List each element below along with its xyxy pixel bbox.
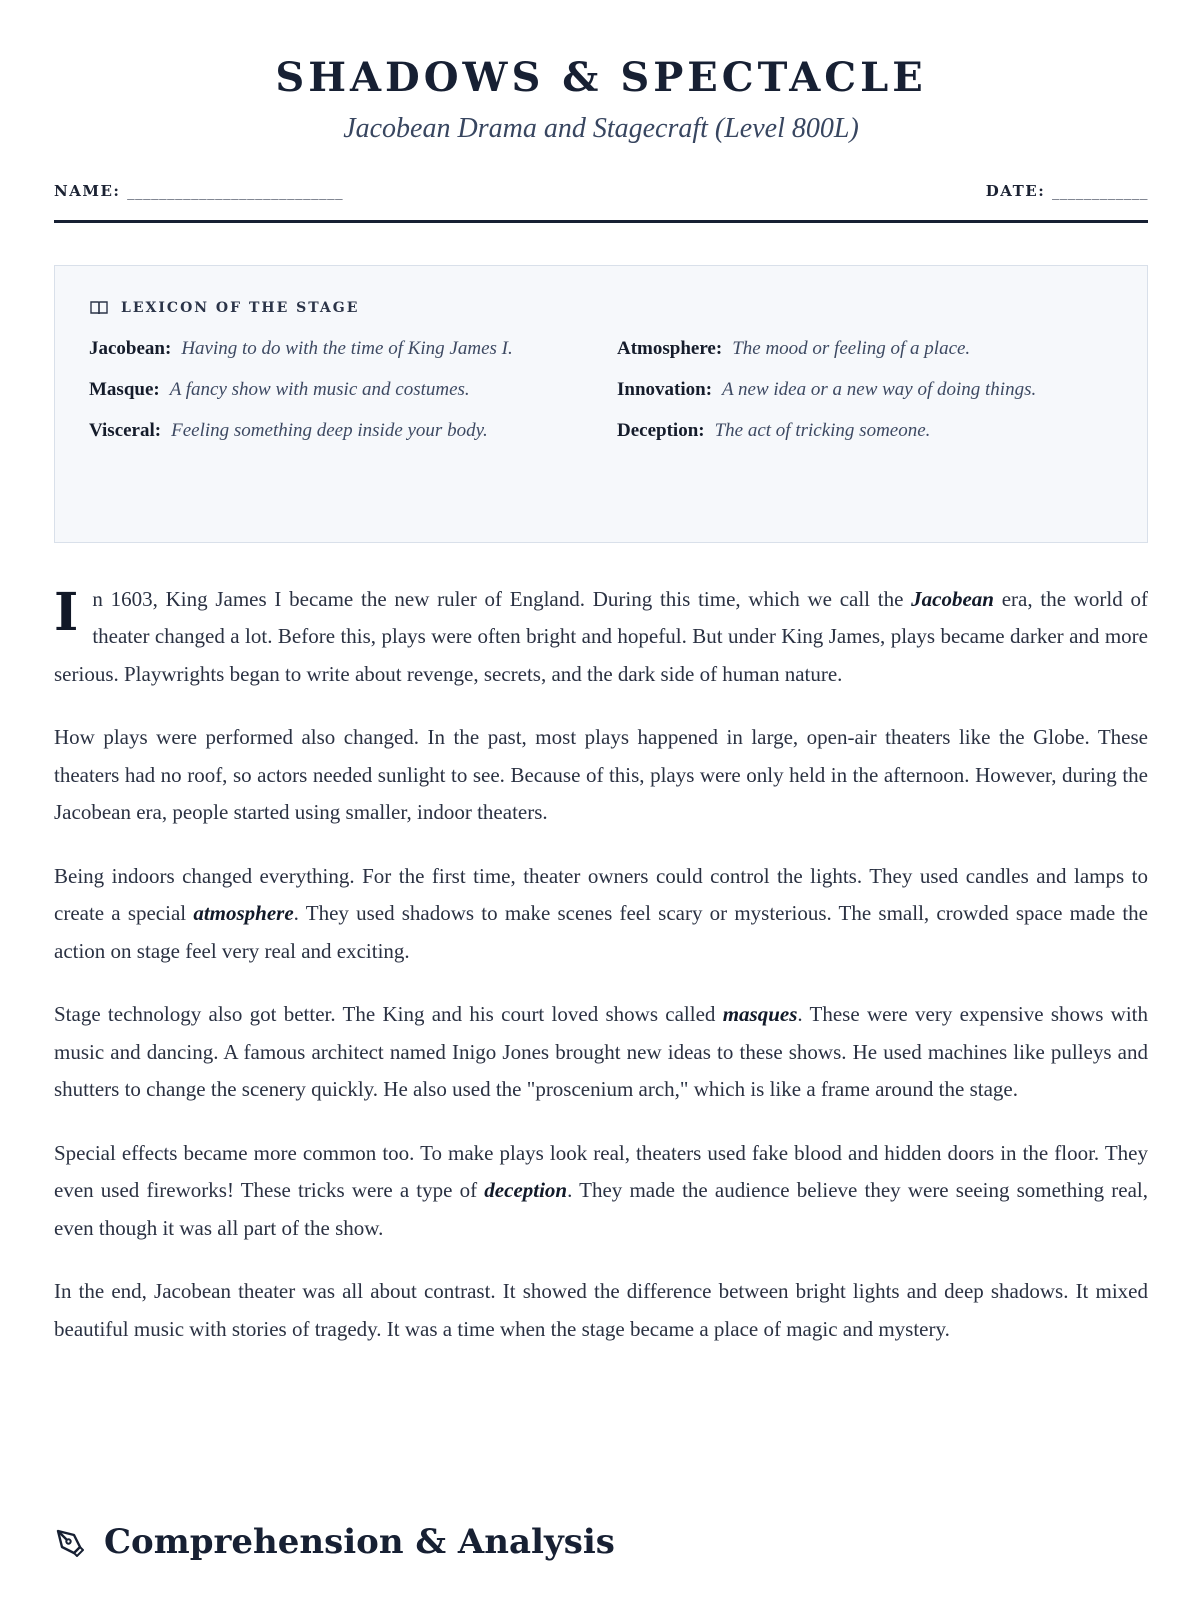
lexicon-definition: Feeling something deep inside your body. — [171, 419, 488, 441]
lexicon-item — [617, 377, 1087, 402]
lexicon-definition: The act of tricking someone. — [714, 419, 931, 441]
page-title: SHADOWS & SPECTACLE — [275, 54, 927, 101]
lexicon-item — [89, 336, 559, 361]
paragraph-2: How plays were performed also changed. In the past, most plays happened in large, open-air theaters like the Globe. These theaters had no roof, so actors needed sunlight to see. Because of this, plays were only held in the afternoon. However, during the Jacobean era, people started using smaller, indoor theaters. — [54, 725, 1148, 825]
paragraph-6: In the end, Jacobean theater was all about contrast. It showed the difference between bright lights and deep shadows. It mixed beautiful music with stories of tragedy. It was a time when the stage became a place of magic and mystery. — [54, 1279, 1148, 1341]
lexicon-term: Masque: — [89, 378, 160, 400]
lexicon-item — [89, 377, 559, 402]
pen-nib-icon — [54, 1527, 84, 1557]
paragraph-text: Being indoors changed everything. For the first time, theater owners could control the lights. They used candles and lamps to create a special — [54, 863, 1148, 926]
book-icon — [89, 300, 109, 316]
reading-passage — [54, 581, 1148, 1349]
name-field[interactable] — [54, 182, 343, 200]
paragraph-5 — [54, 1135, 1148, 1248]
lexicon-definition: A new idea or a new way of doing things. — [722, 378, 1037, 400]
lexicon-item — [89, 418, 559, 443]
date-field[interactable] — [986, 182, 1148, 200]
lexicon-box — [54, 265, 1148, 543]
paragraph-text: n 1603, King James I became the new ruler of England. During this time, which we call the — [92, 586, 912, 611]
lexicon-term: Visceral: — [89, 419, 162, 441]
paragraph-text: . They made the audience believe they were seeing something real, even though it was all part of the show. — [54, 1178, 1148, 1240]
paragraph-4 — [54, 996, 1148, 1109]
drop-cap: I — [54, 581, 79, 643]
page-subtitle: Jacobean Drama and Stagecraft (Level 800L) — [343, 113, 859, 144]
paragraph-text: era, the world of theater changed a lot. Before this, plays were often bright and hopeful. But under King James, plays became darker and more serious. Playwrights began to write about revenge, secrets, and the dark side of human nature. — [54, 586, 1148, 686]
vocab-word: atmosphere — [193, 901, 294, 926]
vocab-word: Jacobean — [911, 586, 994, 611]
date-blank[interactable]: ____________ — [1052, 181, 1148, 200]
paragraph-1 — [54, 581, 1148, 694]
lexicon-term: Innovation: — [617, 378, 713, 400]
lexicon-term: Jacobean: — [89, 337, 172, 359]
student-fields — [54, 182, 1148, 208]
name-label: NAME: — [54, 181, 121, 200]
lexicon-heading — [89, 300, 1113, 316]
date-label: DATE: — [985, 181, 1046, 200]
paragraph-text: . These were very expensive shows with music and dancing. A famous architect named Inigo Jones brought new ideas to these shows. He used machines like pulleys and shutters to change the scenery quickly. He also used the "proscenium arch," which is like a frame around the stage. — [54, 1002, 1148, 1102]
section-title-text: Comprehension & Analysis — [104, 1522, 615, 1562]
vocab-word: deception — [484, 1178, 568, 1203]
paragraph-3 — [54, 858, 1148, 971]
worksheet-page — [54, 0, 1148, 1374]
lexicon-definition: A fancy show with music and costumes. — [169, 378, 470, 400]
vocab-word: masques — [722, 1002, 798, 1027]
lexicon-heading-text: LEXICON OF THE STAGE — [121, 299, 360, 316]
lexicon-definition: The mood or feeling of a place. — [732, 337, 971, 359]
comprehension-heading — [54, 1522, 615, 1562]
lexicon-term: Deception: — [617, 419, 705, 441]
header-divider — [54, 220, 1148, 223]
name-blank[interactable]: ___________________________ — [127, 181, 344, 200]
lexicon-term: Atmosphere: — [617, 337, 723, 359]
paragraph-text: . They used shadows to make scenes feel scary or mysterious. The small, crowded space made the action on stage feel very real and exciting. — [54, 901, 1148, 963]
lexicon-item — [617, 336, 1087, 361]
lexicon-definition: Having to do with the time of King James I. — [181, 337, 513, 359]
lexicon-item — [617, 418, 1087, 443]
paragraph-text: Stage technology also got better. The King and his court loved shows called — [54, 1002, 723, 1027]
paragraph-text: Special effects became more common too. To make plays look real, theaters used fake blood and hidden doors in the floor. They even used fireworks! These tricks were a type of — [54, 1140, 1148, 1203]
lexicon-grid — [89, 336, 1113, 443]
